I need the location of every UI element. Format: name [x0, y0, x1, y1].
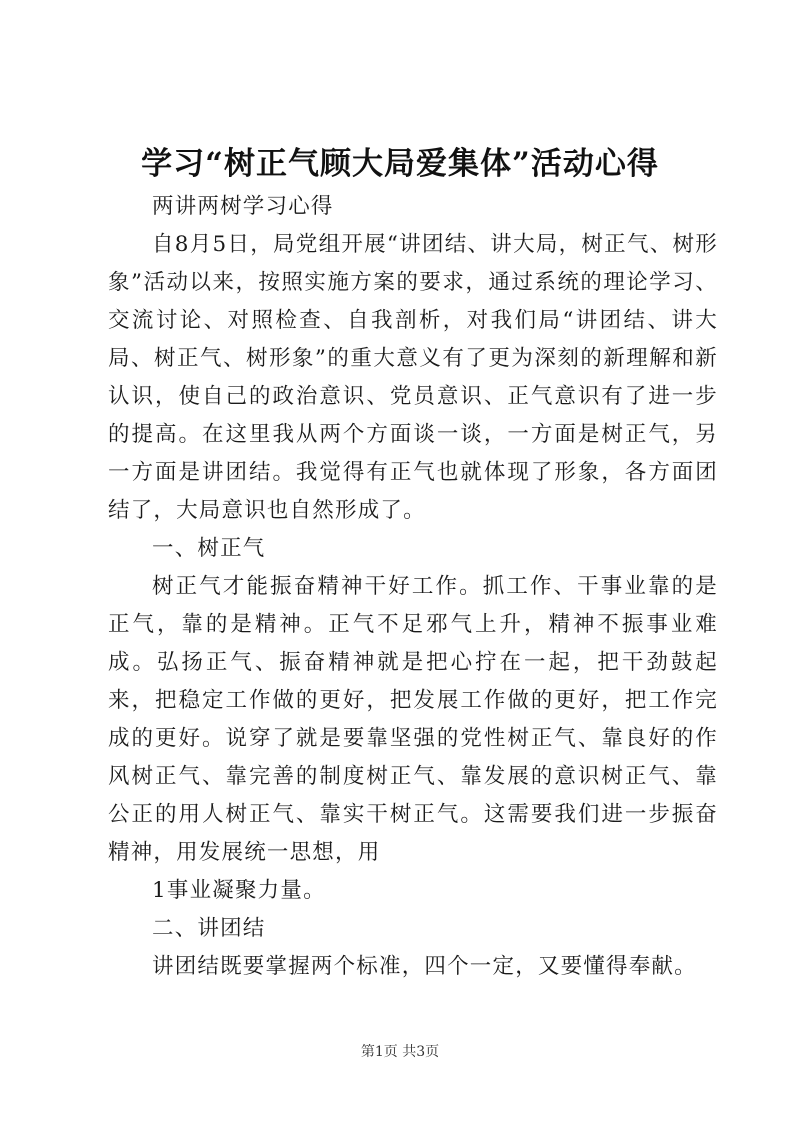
subtitle-paragraph: 两讲两树学习心得 [152, 194, 334, 219]
document-title: 学习“树正气顾大局爱集体”活动心得 [141, 146, 659, 182]
section-heading-1: 一、树正气 [152, 536, 266, 561]
section-1-paragraph: 树正气才能振奋精神干好工作。抓工作、干事业靠的是正气，靠的是精神。正气不足邪气上升，精神不振事业难成。弘扬正气、振奋精神就是把心拧在一起，把干劲鼓起来，把稳定工作做的更好，把发展工作做的更好，把工作完成的更好。说穿了就是要靠坚强的党性树正气、靠良好的作风树正气、靠完善的制度树正气、靠发展的意识树正气、靠公正的用人树正气、靠实干树正气。这需要我们进一步振奋精神，用发展统一思想，用 [108, 574, 718, 865]
section-heading-2: 二、讲团结 [152, 916, 266, 941]
section-1-continuation: 1事业凝聚力量。 [152, 878, 326, 903]
intro-paragraph: 自8月5日，局党组开展“讲团结、讲大局，树正气、树形象”活动以来，按照实施方案的要求，通过系统的理论学习、交流讨论、对照检查、自我剖析，对我们局“讲团结、讲大局、树正气、树形象”的重大意义有了更为深刻的新理解和新认识，使自己的政治意识、党员意识、正气意识有了进一步的提高。在这里我从两个方面谈一谈，一方面是树正气，另一方面是讲团结。我觉得有正气也就体现了形象，各方面团结了，大局意识也自然形成了。 [108, 232, 718, 523]
page-footer: 第1页 共3页 [360, 1044, 440, 1060]
document-body [108, 188, 718, 986]
section-2-paragraph: 讲团结既要掌握两个标准，四个一定，又要懂得奉献。 [152, 954, 697, 979]
